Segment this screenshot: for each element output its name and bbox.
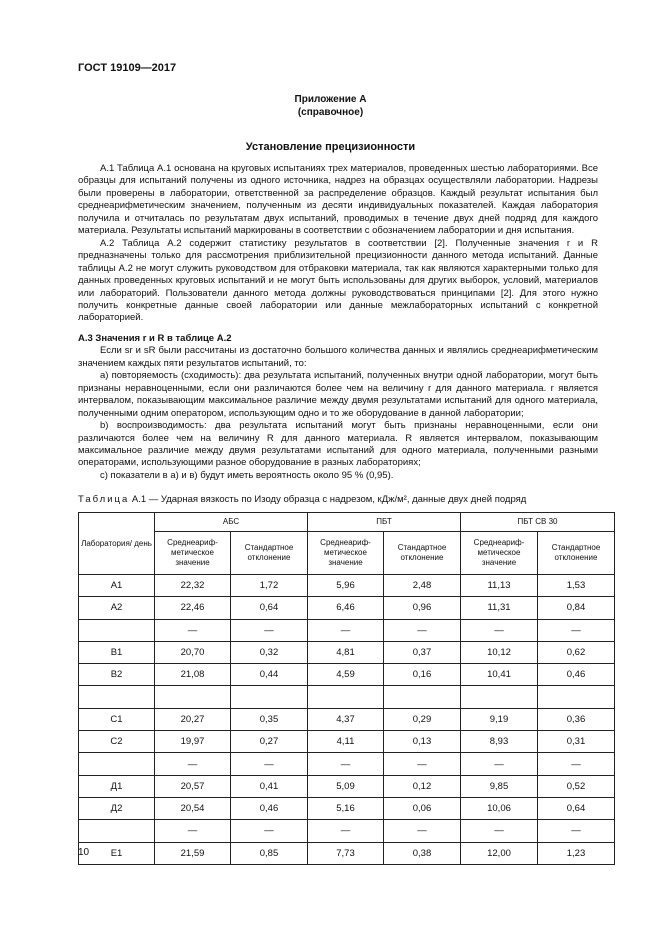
cell-lab-day: В1 [79,641,155,663]
cell-lab-day: А1 [79,575,155,597]
table-cell: 0,16 [384,664,461,686]
cell-lab-day: Д1 [79,775,155,797]
table-cell: 0,37 [384,641,461,663]
table-cell: — [461,753,538,775]
appendix-title: Приложение А [294,94,367,105]
table-cell: 9,85 [461,775,538,797]
cell-lab-day [79,753,155,775]
table-row [79,597,615,619]
table-cell: 20,57 [155,775,231,797]
table-row [79,797,615,819]
page-number: 10 [78,847,90,858]
table-cell: 0,29 [384,708,461,730]
document-code: ГОСТ 19109—2017 [78,62,177,74]
cell-lab-day [79,619,155,641]
table-cell: — [231,619,308,641]
table-cell: — [384,820,461,842]
table-cell: 8,93 [461,731,538,753]
header-mean: Среднеариф- метическое значение [461,532,538,575]
table-cell: 11,13 [461,575,538,597]
table-cell: 5,09 [308,775,384,797]
table-row [79,686,615,708]
cell-lab-day: С2 [79,731,155,753]
table-cell [308,686,384,708]
cell-lab-day [79,686,155,708]
table-row [79,641,615,663]
table-cell: 4,81 [308,641,384,663]
table-cell: — [308,753,384,775]
table-cell: — [538,753,615,775]
table-cell: 20,54 [155,797,231,819]
cell-lab-day: А2 [79,597,155,619]
table-cell: 6,46 [308,597,384,619]
table-cell: 9,19 [461,708,538,730]
table-cell [538,686,615,708]
section-title: Установление прецизионности [245,141,416,153]
table-cell: 0,46 [538,664,615,686]
table-cell: 1,23 [538,842,615,864]
table-cell: — [461,820,538,842]
table-cell: 7,73 [308,842,384,864]
body-text [78,163,598,482]
table-cell: — [308,619,384,641]
table-cell: 5,96 [308,575,384,597]
header-std: Стандартное отклонение [231,532,308,575]
header-mean: Среднеариф- метическое значение [155,532,231,575]
appendix-subtitle: (справочное) [297,107,364,118]
cell-lab-day: С1 [79,708,155,730]
table-cell: 0,41 [231,775,308,797]
table-cell: 0,27 [231,731,308,753]
table-cell: 0,12 [384,775,461,797]
header-lab-day: Лаборатория/ день [79,513,155,575]
paragraph-a2: А.2 Таблица А.2 содержит статистику результатов в соответствии [2]. Полученные значения r и R предназначены только для рассмотрения приблизительной прецизионности данного метода испытаний. Данные таблицы А.2 не могут служить руководством для отбраковки материала, так как являются характерными только для данных проведенных круговых испытаний и не могут быть использованы для других выборок, условий, материалов или лабораторий. Пользователи данного метода должны руководствоваться принципами [2]. Для этого нужно получить конкретные данные своей лаборатории или данные межлабораторных испытаний с конкретной лабораторией. [78,237,598,324]
table-cell: 20,70 [155,641,231,663]
table-cell: — [538,619,615,641]
table-cell [384,686,461,708]
impact-strength-table [78,512,615,865]
table-cell: — [538,820,615,842]
cell-lab-day: Д2 [79,797,155,819]
table-cell: 19,97 [155,731,231,753]
table-row [79,731,615,753]
table-row [79,664,615,686]
table-caption-text: А.1 — Ударная вязкость по Изоду образца с надрезом, кДж/м², данные двух дней подряд [131,494,527,505]
table-cell: 21,08 [155,664,231,686]
table-cell: — [155,753,231,775]
table-cell: — [155,619,231,641]
table-cell: 2,48 [384,575,461,597]
paragraph-a3-title: А.3 Значения r и R в таблице А.2 [78,332,232,344]
table-cell: 0,64 [231,597,308,619]
table-cell: 4,59 [308,664,384,686]
paragraph-a3-a: а) повторяемость (сходимость): два результата испытаний, полученных внутри одной лаборатории, могут быть признаны неравноценными, если они различаются более чем на величину r для данного материала. r является интервалом, показывающим максимальное различие между двумя результатами испытаний для одного материала, полученными одним оператором, использующим одно и то же оборудование в данной лаборатории; [78,370,598,419]
header-group-pbt-sv30: ПБТ СВ 30 [461,513,615,532]
header-group-abs: АБС [155,513,308,532]
cell-lab-day [79,820,155,842]
table-cell: 4,37 [308,708,384,730]
table-cell: 0,46 [231,797,308,819]
table-row [79,775,615,797]
table-row [79,575,615,597]
table-cell: 0,36 [538,708,615,730]
cell-lab-day: В2 [79,664,155,686]
table-cell: 0,44 [231,664,308,686]
table-cell: — [231,753,308,775]
table-caption [78,494,526,505]
table-cell: 0,62 [538,641,615,663]
table-cell: — [155,820,231,842]
table-cell: 0,84 [538,597,615,619]
table-body [79,575,615,865]
table-cell: 10,12 [461,641,538,663]
table-caption-prefix: Таблица [78,494,130,505]
table-cell: 0,31 [538,731,615,753]
table-cell: 0,52 [538,775,615,797]
paragraph-a3-c: с) показатели в а) и в) будут иметь вероятность около 95 % (0,95). [100,469,394,481]
table-cell: 0,35 [231,708,308,730]
table-cell: 22,32 [155,575,231,597]
table-cell: 0,13 [384,731,461,753]
table-cell: 11,31 [461,597,538,619]
table-cell: — [308,820,384,842]
table-cell: 21,59 [155,842,231,864]
table-cell: 1,53 [538,575,615,597]
table-cell: — [384,619,461,641]
table-row [79,619,615,641]
table-row [79,820,615,842]
table-cell: 22,46 [155,597,231,619]
table-cell [461,686,538,708]
table-cell: 0,38 [384,842,461,864]
table-cell: 1,72 [231,575,308,597]
table-cell: 0,64 [538,797,615,819]
table-cell [155,686,231,708]
paragraph-a3-b: b) воспроизводимость: два результата испытаний могут быть признаны неравноценными, если они различаются более чем на величину R для данного материала. R является интервалом, показывающим максимальное различие между двумя результатами испытаний для одного материала, полученными разными операторами, использующими разное оборудование в разных лабораториях; [78,420,598,469]
table-row [79,842,615,864]
paragraph-a3-intro: Если sr и sR были рассчитаны из достаточно большого количества данных и являлись среднеарифметическим значением каждых пяти результатов испытаний, то: [78,345,598,369]
header-std: Стандартное отклонение [538,532,615,575]
table-cell: 0,96 [384,597,461,619]
table-cell: 10,06 [461,797,538,819]
header-mean: Среднеариф- метическое значение [308,532,384,575]
cell-lab-day: Е1 [79,842,155,864]
table-cell: 0,06 [384,797,461,819]
table-cell: — [384,753,461,775]
header-std: Стандартное отклонение [384,532,461,575]
table-cell: 4,11 [308,731,384,753]
table-cell: 0,32 [231,641,308,663]
table-cell: 20,27 [155,708,231,730]
header-group-pbt: ПБТ [308,513,461,532]
table-cell [231,686,308,708]
table-cell: 5,16 [308,797,384,819]
table-row [79,708,615,730]
table-cell: — [231,820,308,842]
table-cell: 10,41 [461,664,538,686]
paragraph-a1: А.1 Таблица А.1 основана на круговых испытаниях трех материалов, проведенных шестью лабораториями. Все образцы для испытаний получены из одного источника, надрез на образцах осуществляли лаборатории. Надрезы были проверены в лаборатории, ответственной за распределение образцов. Каждый результат испытания был среднеарифметическим значением, полученным из десяти индивидуальных показателей. Каждая лаборатория получила и отчиталась по результатам двух испытаний, проводимых в течение двух дней подряд для каждого материала. Результаты испытаний маркированы в соответствии с обозначением лаборатории и дня испытания. [78,163,598,237]
table-cell: 0,85 [231,842,308,864]
table-row [79,753,615,775]
table-cell: — [461,619,538,641]
table-cell: 12,00 [461,842,538,864]
